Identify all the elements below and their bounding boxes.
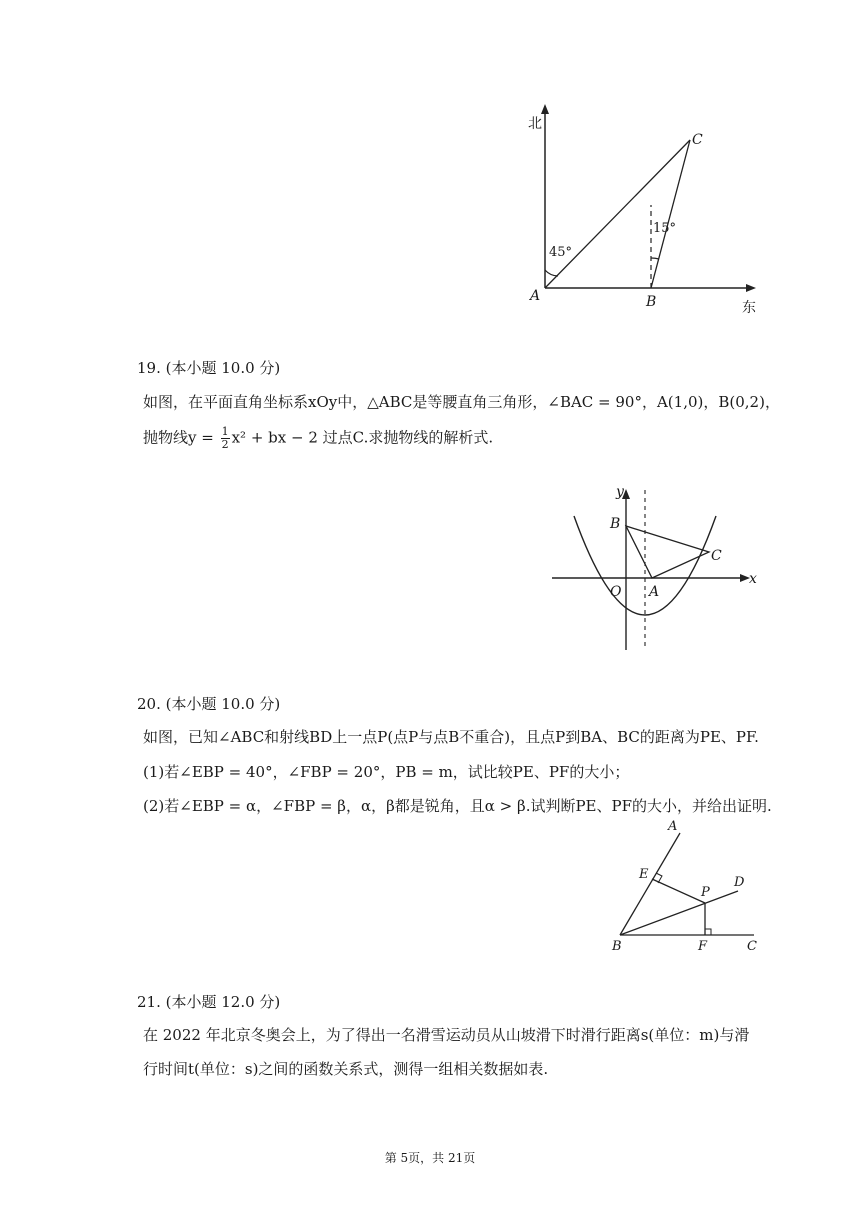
- q20-line1: 如图，已知∠ABC和射线BD上一点P(点P与点B不重合)，且点P到BA、BC的距离为PE、PF.: [143, 728, 759, 746]
- q20-line2: (1)若∠EBP = 40°，∠FBP = 20°，PB = m，试比较PE、PF的大小；: [143, 763, 630, 781]
- segment-ac: [545, 140, 690, 288]
- angle-15-label: 15°: [653, 221, 677, 236]
- point-a-label: A: [668, 819, 678, 834]
- q21-line1: 在 2022 年北京冬奥会上，为了得出一名滑雪运动员从山坡滑下时滑行距离s(单位：m)与滑: [143, 1026, 750, 1044]
- q21-header: 21. (本小题 12.0 分): [137, 993, 281, 1011]
- q19-frac-den: 2: [221, 438, 229, 451]
- q21-line2: 行时间t(单位：s)之间的函数关系式，测得一组相关数据如表.: [143, 1060, 549, 1078]
- axis-y-label: y: [616, 484, 624, 500]
- point-c-label: C: [692, 132, 703, 148]
- point-a-label: A: [530, 288, 541, 304]
- q20-header: 20. (本小题 10.0 分): [137, 695, 281, 713]
- point-b-label: B: [610, 516, 621, 532]
- page-footer: 第 5页，共 21页: [384, 1151, 476, 1165]
- east-label: 东: [742, 300, 756, 316]
- axis-x-label: x: [749, 571, 757, 587]
- point-p-label: P: [701, 885, 710, 900]
- q19-frac-num: 1: [221, 425, 229, 438]
- q19-line2-pre: 抛物线y =: [143, 428, 219, 447]
- q19-header: 19. (本小题 10.0 分): [137, 359, 281, 377]
- right-angle-mark-f: [705, 929, 711, 935]
- north-label: 北: [528, 116, 542, 132]
- point-c-label: C: [711, 548, 722, 564]
- q19-fraction: [221, 426, 230, 451]
- segment-bc: [651, 140, 690, 288]
- angle-arc-b: [651, 258, 659, 259]
- point-c-label: C: [747, 939, 757, 954]
- ray-ba: [620, 833, 680, 935]
- angle-arc-a: [545, 270, 558, 276]
- figure-q20-angle-diagram: [608, 816, 768, 956]
- angle-45-label: 45°: [549, 245, 573, 260]
- point-b-label: B: [612, 939, 622, 954]
- north-arrow-icon: [541, 104, 549, 114]
- segment-pe: [652, 879, 705, 903]
- origin-label: O: [610, 584, 622, 600]
- point-a-label: A: [649, 584, 660, 600]
- triangle-abc: [626, 526, 709, 578]
- east-arrow-icon: [746, 284, 756, 292]
- ray-bd: [620, 891, 738, 935]
- point-b-label: B: [646, 294, 657, 310]
- q19-line1: 如图，在平面直角坐标系xOy中，△ABC是等腰直角三角形，∠BAC = 90°，A(1,0)，B(0,2)，: [143, 393, 780, 411]
- point-d-label: D: [734, 875, 745, 890]
- figure-q18-bearing-diagram: [520, 100, 770, 320]
- q20-line3: (2)若∠EBP = α，∠FBP = β，α，β都是锐角，且α > β.试判断PE、PF的大小，并给出证明.: [143, 797, 772, 815]
- q19-line2-post: x² + bx − 2 过点C.求抛物线的解析式.: [231, 428, 494, 447]
- point-e-label: E: [639, 867, 649, 882]
- point-f-label: F: [698, 939, 708, 954]
- figure-q19-parabola: [548, 484, 768, 654]
- q19-line2: [143, 426, 493, 451]
